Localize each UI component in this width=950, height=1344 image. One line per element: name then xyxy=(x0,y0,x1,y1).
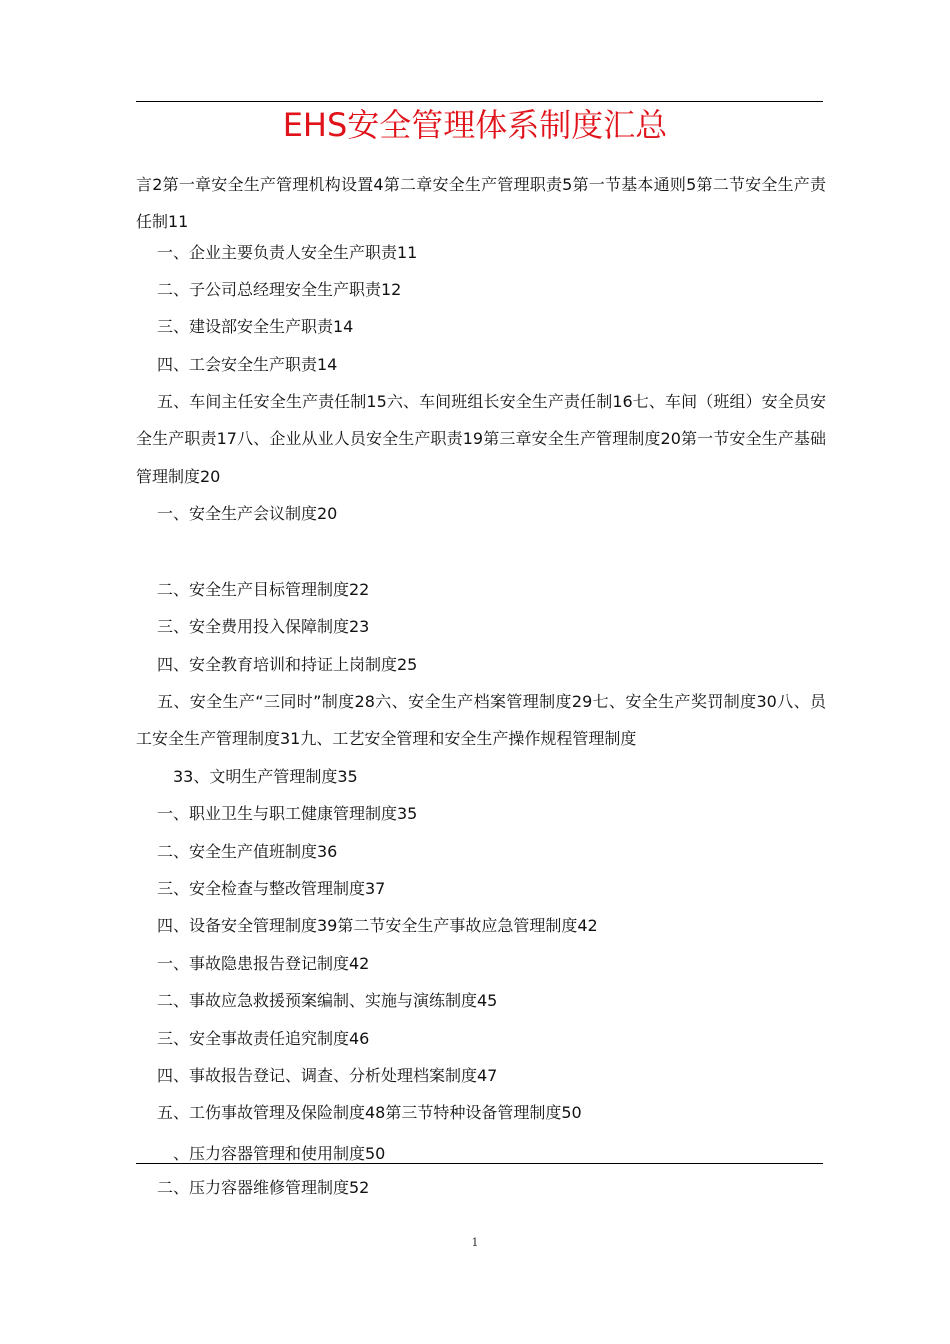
toc-line: 二、安全生产目标管理制度22 xyxy=(157,580,370,599)
toc-paragraph-3: 五、安全生产“三同时”制度28六、安全生产档案管理制度29七、安全生产奖罚制度30八、员工安全生产管理制度31九、工艺安全管理和安全生产操作规程管理制度 xyxy=(136,692,826,749)
toc-line: 三、安全检查与整改管理制度37 xyxy=(157,879,386,898)
toc-line: 二、子公司总经理安全生产职责12 xyxy=(157,280,402,299)
toc-line: 33、文明生产管理制度35 xyxy=(173,767,358,786)
toc-line: 二、安全生产值班制度36 xyxy=(157,842,338,861)
top-rule xyxy=(136,101,823,102)
toc-line: 五、工伤事故管理及保险制度48第三节特种设备管理制度50 xyxy=(157,1103,582,1122)
toc-line: 一、企业主要负责人安全生产职责11 xyxy=(157,243,418,262)
toc-line: 三、建设部安全生产职责14 xyxy=(157,317,354,336)
toc-line: 四、工会安全生产职责14 xyxy=(157,355,338,374)
toc-line: 一、安全生产会议制度20 xyxy=(157,504,338,523)
toc-line: 三、安全费用投入保障制度23 xyxy=(157,617,370,636)
toc-paragraph-1: 言2第一章安全生产管理机构设置4第二章安全生产管理职责5第一节基本通则5第二节安全生产责任制11 xyxy=(136,175,826,232)
section-rule xyxy=(136,1163,823,1164)
document-title: EHS安全管理体系制度汇总 xyxy=(282,106,668,144)
toc-line: 四、设备安全管理制度39第二节安全生产事故应急管理制度42 xyxy=(157,916,598,935)
toc-line: 四、事故报告登记、调查、分析处理档案制度47 xyxy=(157,1066,498,1085)
toc-paragraph-2: 五、车间主任安全生产责任制15六、车间班组长安全生产责任制16七、车间（班组）安全员安全生产职责17八、企业从业人员安全生产职责19第三章安全生产管理制度20第一节安全生产基础管理制度20 xyxy=(136,392,826,486)
toc-line: 、压力容器管理和使用制度50 xyxy=(173,1144,386,1163)
toc-line: 三、安全事故责任追究制度46 xyxy=(157,1029,370,1048)
toc-line: 二、事故应急救援预案编制、实施与演练制度45 xyxy=(157,991,498,1010)
toc-line: 一、事故隐患报告登记制度42 xyxy=(157,954,370,973)
toc-line: 一、职业卫生与职工健康管理制度35 xyxy=(157,804,418,823)
page-number: 1 xyxy=(471,1236,479,1249)
toc-line: 二、压力容器维修管理制度52 xyxy=(157,1178,370,1197)
toc-line: 四、安全教育培训和持证上岗制度25 xyxy=(157,655,418,674)
